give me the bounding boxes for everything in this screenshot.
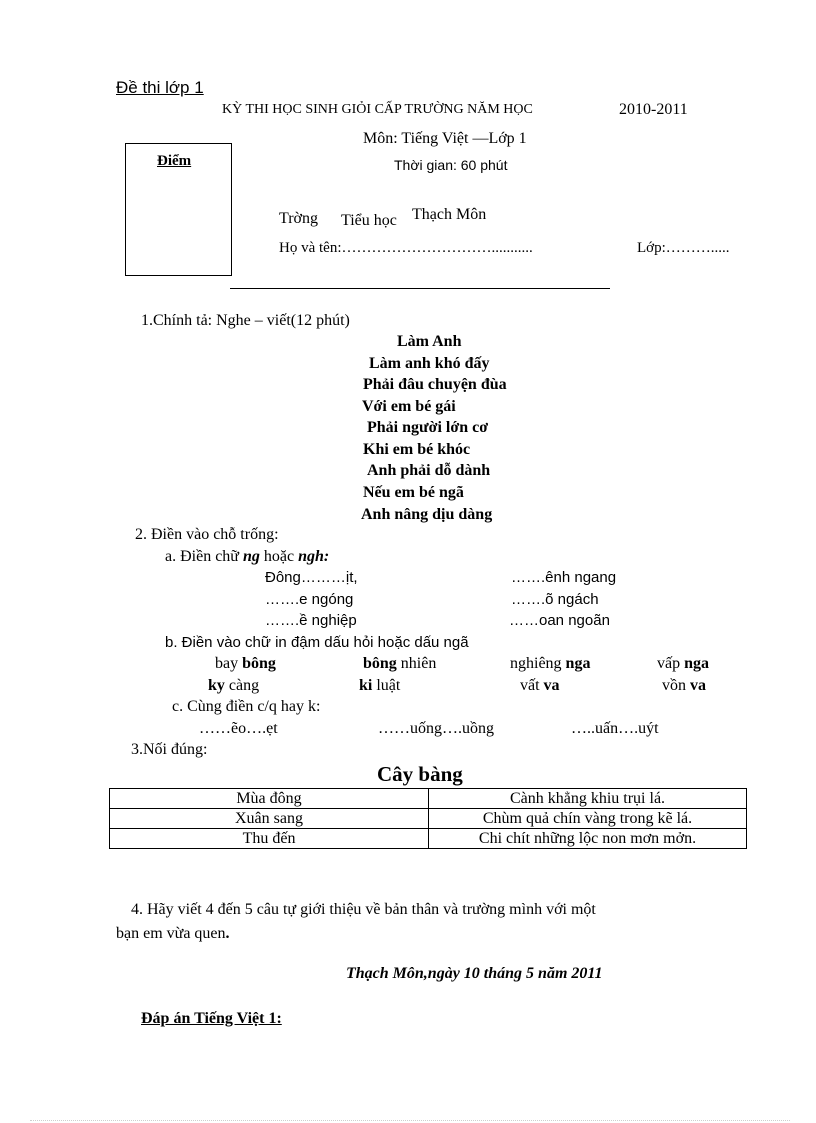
poem-line: Làm anh khó đấy	[369, 355, 490, 372]
q2b-item-post: càng	[224, 677, 260, 694]
q2b-item-pre: vồn	[662, 677, 690, 694]
class-field[interactable]: Lớp:……….....	[637, 240, 730, 256]
poem-title: Làm Anh	[397, 333, 462, 350]
q4-line1: 4. Hãy viết 4 đến 5 câu tự giới thiệu về bản thân và trường mình với một	[131, 901, 596, 918]
q2b-item	[363, 655, 436, 673]
q2a-item: …….ênh ngang	[511, 569, 617, 586]
q2a-item: ……oan ngoãn	[509, 612, 610, 629]
poem-line: Nếu em bé ngã	[363, 484, 464, 501]
q4-line2-dot: .	[225, 925, 230, 942]
table-cell: Xuân sang	[110, 809, 429, 829]
q2b-item-post: luật	[372, 677, 401, 694]
q2b-item	[208, 677, 259, 695]
school-name: Thạch Môn	[412, 206, 487, 223]
q2b-item-bold: ki	[359, 677, 373, 694]
q2a-ng: ng	[242, 548, 260, 565]
q2b-item-pre: vấp	[657, 655, 685, 672]
table-row	[110, 809, 747, 829]
q2a-mid: hoặc	[259, 548, 299, 565]
name-field[interactable]: Họ và tên:…………………………...........	[279, 240, 533, 256]
q2b-item-bold: nga	[565, 655, 591, 672]
table-row	[110, 789, 747, 809]
table-cell: Chi chít những lộc non mơn mởn.	[429, 829, 747, 849]
q2a-item: …….ề nghiệp	[265, 612, 357, 629]
q2b-item-bold: bông	[242, 655, 276, 672]
q4-line2	[116, 925, 230, 943]
poem-line: Anh nâng dịu dàng	[361, 506, 493, 523]
exam-time: Thời gian: 60 phút	[394, 157, 508, 173]
exam-title: KỲ THI HỌC SINH GIỎI CẤP TRƯỜNG NĂM HỌC	[222, 102, 533, 117]
school-type: Tiểu học	[341, 212, 397, 229]
exam-year: 2010-2011	[619, 101, 688, 118]
poem-line: Phải đâu chuyện đùa	[363, 376, 507, 393]
q1-title: 1.Chính tả: Nghe – viết(12 phút)	[141, 312, 350, 329]
q2b-item-bold: nga	[684, 655, 710, 672]
q2c-item: ……uống….uồng	[378, 720, 494, 737]
table-title: Cây bàng	[377, 762, 463, 786]
table-row	[110, 829, 747, 849]
school-label: Trờng	[279, 210, 318, 227]
answer-title: Đáp án Tiếng Việt 1:	[141, 1010, 282, 1027]
header-divider	[230, 288, 610, 289]
q2b-item-bold: va	[543, 677, 560, 694]
q2b-item-pre: nghiêng	[510, 655, 566, 672]
poem-line: Anh phải dỗ dành	[367, 462, 491, 479]
q2c-title: c. Cùng điền c/q hay k:	[172, 698, 321, 715]
page-edge	[30, 1120, 790, 1121]
q2a-ngh: ngh:	[298, 548, 330, 565]
q3-title: 3.Nối đúng:	[131, 741, 208, 758]
q2b-item	[510, 655, 590, 673]
q2b-item	[520, 677, 560, 695]
date-line: Thạch Môn,ngày 10 tháng 5 năm 2011	[346, 965, 603, 982]
q2b-item	[657, 655, 709, 673]
q2a-item: Đông………ịt,	[265, 569, 358, 586]
q2a-item: …….õ ngách	[511, 591, 599, 608]
q2c-item: ……ẽo….ẹt	[199, 720, 278, 737]
q2a-instruction	[165, 548, 329, 566]
q4-line2-text: bạn em vừa quen	[116, 925, 226, 942]
q2a-item: …….e ngóng	[265, 591, 354, 608]
q2b-title: b. Điền vào chữ in đậm dấu hỏi hoặc dấu ngã	[165, 634, 469, 651]
q2b-item-bold: ky	[208, 677, 225, 694]
q2b-item	[359, 677, 400, 695]
q2b-item-pre: vất	[520, 677, 544, 694]
table-cell: Cành khẳng khiu trụi lá.	[429, 789, 747, 809]
poem-line: Với em bé gái	[362, 398, 456, 415]
table-cell: Mùa đông	[110, 789, 429, 809]
q2b-item	[215, 655, 276, 673]
q2b-item	[662, 677, 706, 695]
table-cell: Chùm quả chín vàng trong kẽ lá.	[429, 809, 747, 829]
poem-line: Khi em bé khóc	[363, 441, 471, 458]
q2b-item-bold: bông	[363, 655, 397, 672]
q2-title: 2. Điền vào chỗ trống:	[135, 526, 279, 543]
score-box	[125, 143, 232, 276]
matching-table	[109, 788, 747, 849]
q2c-item: …..uấn….uýt	[571, 720, 659, 737]
poem-line: Phải người lớn cơ	[367, 419, 489, 436]
score-label: Điểm	[157, 153, 192, 169]
subject: Môn: Tiếng Việt —Lớp 1	[363, 130, 527, 147]
q2a-prefix: a. Điền chữ	[165, 548, 243, 565]
q2b-item-bold: va	[690, 677, 706, 694]
exam-label: Đề thi lớp 1	[116, 78, 204, 97]
q2b-item-pre: bay	[215, 655, 243, 672]
q2b-item-post: nhiên	[396, 655, 437, 672]
table-cell: Thu đến	[110, 829, 429, 849]
